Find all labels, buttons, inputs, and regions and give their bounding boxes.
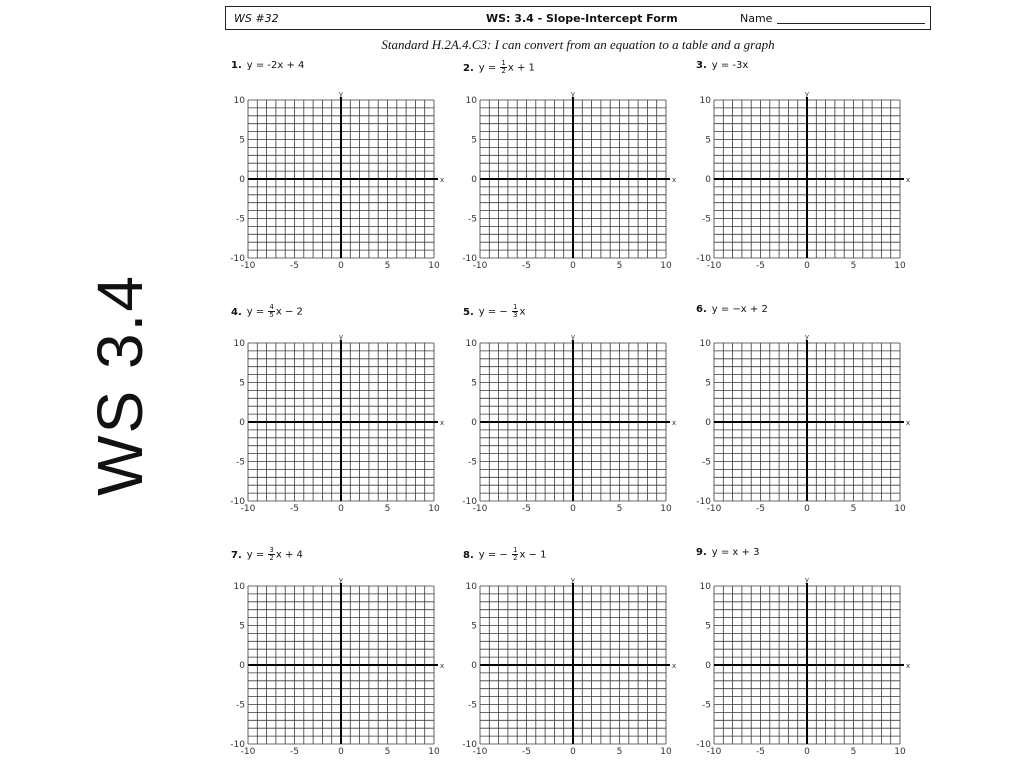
y-axis-label: y [338, 333, 344, 341]
y-axis-label: y [804, 333, 810, 341]
y-tick-label: 0 [705, 418, 711, 428]
x-tick-label: -5 [522, 504, 531, 514]
equation-lhs: y = [246, 306, 268, 318]
equation-fraction [268, 547, 274, 562]
problem-8-label [463, 547, 546, 562]
y-tick-label: 0 [239, 418, 245, 428]
standard-statement: Standard H.2A.4.C3: I can convert from an equation to a table and a graph [381, 37, 775, 52]
fraction-denominator: 2 [501, 67, 506, 75]
x-axis-label: x [672, 662, 677, 670]
x-tick-label: 5 [850, 261, 857, 271]
x-tick-label: 0 [570, 504, 576, 514]
y-tick-label: 5 [705, 378, 711, 389]
y-tick-label: 0 [239, 175, 245, 185]
equation-rhs: -2x + 4 [267, 60, 305, 71]
equation-rhs: -3x [732, 60, 749, 71]
y-axis-label: y [804, 90, 810, 98]
y-tick-label: 5 [471, 378, 477, 389]
coordinate-grid-7[interactable] [230, 576, 445, 757]
y-tick-label: -10 [696, 740, 711, 750]
x-tick-label: -5 [522, 747, 531, 757]
equation-lhs: y = [711, 60, 733, 71]
x-tick-label: 5 [616, 747, 623, 757]
y-tick-label: 10 [465, 339, 477, 349]
x-tick-label: 10 [894, 747, 906, 757]
y-tick-label: -10 [462, 254, 477, 264]
name-blank-line [777, 23, 925, 24]
equation-rhs: x + 4 [275, 549, 303, 561]
fraction-denominator: 2 [269, 554, 274, 562]
coordinate-grid-5[interactable] [462, 333, 677, 514]
x-tick-label: 5 [384, 261, 391, 271]
equation-rhs: x + 1 [507, 62, 535, 74]
problem-number: 2. [463, 62, 474, 74]
problem-9-label [696, 547, 759, 558]
x-tick-label: 0 [338, 504, 344, 514]
x-tick-label: -10 [472, 747, 488, 757]
x-tick-label: 10 [660, 504, 672, 514]
x-axis-label: x [440, 419, 445, 427]
fraction-denominator: 5 [269, 311, 274, 319]
x-tick-label: -5 [290, 747, 299, 757]
y-tick-label: 0 [471, 418, 477, 428]
x-tick-label: -10 [472, 261, 488, 271]
y-tick-label: 0 [471, 175, 477, 185]
x-axis-label: x [906, 176, 911, 184]
y-tick-label: -5 [236, 700, 245, 711]
x-tick-label: 5 [384, 504, 391, 514]
equation-lhs: y = − [478, 306, 511, 318]
y-tick-label: -10 [230, 497, 245, 507]
y-tick-label: 5 [239, 135, 245, 146]
y-tick-label: 10 [699, 339, 711, 349]
x-tick-label: -5 [522, 261, 531, 271]
y-tick-label: -5 [236, 214, 245, 225]
worksheet-number: WS #32 [234, 12, 279, 25]
y-axis-label: y [338, 576, 344, 584]
fraction-numerator: 1 [512, 303, 518, 311]
fraction-numerator: 3 [269, 546, 274, 554]
problem-number: 1. [231, 60, 242, 71]
equation-lhs: y = [478, 62, 500, 74]
coordinate-grid-9[interactable] [696, 576, 911, 757]
x-tick-label: -5 [756, 261, 765, 271]
x-axis-label: x [440, 662, 445, 670]
problem-2-label [463, 60, 535, 75]
y-tick-label: 5 [705, 621, 711, 632]
x-axis-label: x [906, 662, 911, 670]
y-tick-label: -10 [696, 254, 711, 264]
y-axis-label: y [570, 90, 576, 98]
x-tick-label: 0 [804, 261, 810, 271]
x-tick-label: 10 [660, 261, 672, 271]
y-tick-label: -5 [702, 457, 711, 468]
problem-number: 8. [463, 549, 474, 561]
y-tick-label: 5 [471, 135, 477, 146]
x-tick-label: 0 [570, 747, 576, 757]
y-tick-label: 5 [705, 135, 711, 146]
x-tick-label: 5 [850, 747, 857, 757]
x-axis-label: x [440, 176, 445, 184]
equation-rhs: −x + 2 [732, 304, 768, 315]
problem-5-label [463, 304, 525, 319]
y-tick-label: -10 [230, 254, 245, 264]
problem-number: 7. [231, 549, 242, 561]
x-tick-label: 0 [804, 504, 810, 514]
y-tick-label: 0 [239, 661, 245, 671]
y-tick-label: -10 [696, 497, 711, 507]
x-tick-label: 0 [570, 261, 576, 271]
equation-lhs: y = [246, 60, 268, 71]
y-tick-label: 10 [233, 582, 245, 592]
x-tick-label: -5 [756, 747, 765, 757]
y-tick-label: 10 [233, 339, 245, 349]
y-tick-label: -10 [462, 497, 477, 507]
coordinate-grid-4[interactable] [230, 333, 445, 514]
name-label: Name [740, 12, 773, 25]
y-tick-label: 10 [465, 96, 477, 106]
y-tick-label: 10 [233, 96, 245, 106]
x-tick-label: 5 [616, 261, 623, 271]
coordinate-grid-3[interactable] [696, 90, 911, 271]
x-axis-label: x [672, 176, 677, 184]
y-tick-label: 5 [239, 621, 245, 632]
y-tick-label: 10 [465, 582, 477, 592]
problem-number: 4. [231, 306, 242, 318]
x-tick-label: -5 [290, 261, 299, 271]
y-tick-label: 5 [239, 378, 245, 389]
coordinate-grid-2[interactable] [462, 90, 677, 271]
equation-lhs: y = [711, 547, 733, 558]
x-tick-label: -10 [240, 261, 256, 271]
x-tick-label: -10 [240, 747, 256, 757]
worksheet-header [225, 6, 931, 30]
problem-3-label [696, 60, 748, 71]
worksheet-title: WS: 3.4 - Slope-Intercept Form [486, 12, 678, 25]
y-tick-label: 5 [471, 621, 477, 632]
x-tick-label: -5 [290, 504, 299, 514]
fraction-numerator: 1 [501, 59, 506, 67]
y-tick-label: -5 [702, 700, 711, 711]
equation-lhs: y = [711, 304, 733, 315]
equation-fraction [512, 547, 518, 562]
coordinate-grid-1[interactable] [230, 90, 445, 271]
equation-lhs: y = [246, 549, 268, 561]
y-tick-label: -10 [230, 740, 245, 750]
x-tick-label: 5 [384, 747, 391, 757]
x-tick-label: -5 [756, 504, 765, 514]
problem-number: 9. [696, 547, 707, 558]
x-tick-label: -10 [706, 747, 722, 757]
equation-lhs: y = − [478, 549, 511, 561]
equation-rhs: x − 2 [275, 306, 303, 318]
equation-rhs: x − 1 [519, 549, 547, 561]
problem-number: 5. [463, 306, 474, 318]
y-tick-label: -5 [236, 457, 245, 468]
equation-rhs: x + 3 [732, 547, 760, 558]
slide-title [40, 274, 200, 496]
problem-7-label [231, 547, 303, 562]
x-tick-label: 10 [428, 747, 440, 757]
problem-1-label [231, 60, 304, 71]
y-tick-label: 10 [699, 96, 711, 106]
equation-rhs: x [519, 306, 526, 318]
equation-fraction [512, 304, 518, 319]
y-tick-label: 0 [705, 661, 711, 671]
fraction-denominator: 2 [512, 554, 518, 562]
problem-number: 3. [696, 60, 707, 71]
equation-fraction [268, 304, 274, 319]
x-tick-label: -10 [240, 504, 256, 514]
fraction-numerator: 1 [512, 546, 518, 554]
fraction-denominator: 3 [512, 311, 518, 319]
x-tick-label: 5 [616, 504, 623, 514]
x-axis-label: x [906, 419, 911, 427]
y-axis-label: y [338, 90, 344, 98]
x-tick-label: 10 [428, 504, 440, 514]
y-axis-label: y [570, 576, 576, 584]
x-tick-label: 0 [338, 747, 344, 757]
slide-title-text: WS 3.4 [84, 274, 156, 496]
x-tick-label: 10 [894, 504, 906, 514]
x-tick-label: 0 [804, 747, 810, 757]
x-axis-label: x [672, 419, 677, 427]
y-tick-label: -5 [468, 214, 477, 225]
y-tick-label: 0 [471, 661, 477, 671]
x-tick-label: 5 [850, 504, 857, 514]
x-tick-label: -10 [706, 504, 722, 514]
y-tick-label: -10 [462, 740, 477, 750]
equation-fraction [500, 60, 506, 75]
x-tick-label: 0 [338, 261, 344, 271]
problem-4-label [231, 304, 303, 319]
y-tick-label: -5 [702, 214, 711, 225]
y-axis-label: y [570, 333, 576, 341]
problem-6-label [696, 304, 768, 315]
x-tick-label: -10 [706, 261, 722, 271]
coordinate-grid-8[interactable] [462, 576, 677, 757]
y-tick-label: -5 [468, 457, 477, 468]
y-tick-label: 10 [699, 582, 711, 592]
y-tick-label: -5 [468, 700, 477, 711]
coordinate-grid-6[interactable] [696, 333, 911, 514]
x-tick-label: 10 [660, 747, 672, 757]
x-tick-label: 10 [894, 261, 906, 271]
x-tick-label: -10 [472, 504, 488, 514]
y-tick-label: 0 [705, 175, 711, 185]
y-axis-label: y [804, 576, 810, 584]
problem-number: 6. [696, 304, 707, 315]
x-tick-label: 10 [428, 261, 440, 271]
fraction-numerator: 4 [269, 303, 274, 311]
